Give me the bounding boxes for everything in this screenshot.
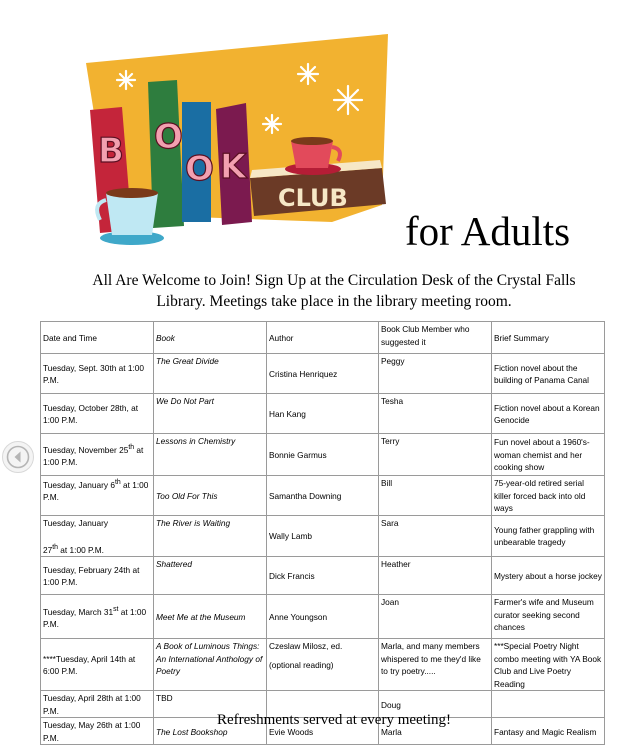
table-row [41, 434, 605, 476]
table-row [41, 476, 605, 516]
cell-summary: Fiction novel about a Korean Genocide [492, 394, 605, 434]
cell-book: TBD [154, 691, 267, 718]
cell-book: A Book of Luminous Things: An International Anthology of Poetry [154, 639, 267, 691]
cell-date: Tuesday, May 26th at 1:00 P.M. [41, 718, 154, 745]
cell-author: Han Kang [267, 394, 379, 434]
header-member: Book Club Member who suggested it [379, 322, 492, 354]
refreshments-note: Refreshments served at every meeting! [216, 712, 452, 728]
cell-book: Shattered [154, 557, 267, 595]
cell-member: Joan [379, 595, 492, 639]
svg-text:B: B [98, 131, 124, 171]
table-row [41, 354, 605, 394]
cell-summary: 75-year-old retired serial killer forced back into old ways [492, 476, 605, 516]
cell-summary: Farmer's wife and Museum curator seeking second chances [492, 595, 605, 639]
cell-book: Too Old For This [154, 476, 267, 516]
cell-date: Tuesday, March 31st at 1:00 P.M. [41, 595, 154, 639]
table-row [41, 515, 605, 557]
cell-date: Tuesday, January 6th at 1:00 P.M. [41, 476, 154, 516]
cell-author: Dick Francis [267, 557, 379, 595]
table-header-row [41, 322, 605, 354]
intro-line-2: Library. Meetings take place in the library meeting room. [156, 293, 512, 310]
cell-member: Sara [379, 515, 492, 557]
intro-line-1: All Are Welcome to Join! Sign Up at the Circulation Desk of the Crystal Falls [92, 272, 576, 289]
cell-member: Doug [379, 691, 492, 718]
table-row [41, 557, 605, 595]
cell-author: Evie Woods [267, 718, 379, 745]
arrow-left-icon [3, 442, 33, 472]
schedule-table [40, 321, 605, 745]
svg-text:K: K [220, 147, 247, 187]
cell-summary: Fiction novel about the building of Panama Canal [492, 354, 605, 394]
svg-text:O: O [154, 117, 183, 157]
cell-author: Wally Lamb [267, 515, 379, 557]
cell-book: The Great Divide [154, 354, 267, 394]
header-book: Book [154, 322, 267, 354]
intro-text [60, 270, 608, 312]
cell-member: Terry [379, 434, 492, 476]
cell-member: Tesha [379, 394, 492, 434]
cell-date: Tuesday, Sept. 30th at 1:00 P.M. [41, 354, 154, 394]
cell-date: Tuesday, April 28th at 1:00 P.M. [41, 691, 154, 718]
cell-book: Meet Me at the Museum [154, 595, 267, 639]
cell-book: We Do Not Part [154, 394, 267, 434]
cell-date: Tuesday, November 25th at 1:00 P.M. [41, 434, 154, 476]
book-club-logo [82, 30, 396, 250]
cell-summary: Fantasy and Magic Realism [492, 718, 605, 745]
table-row [41, 639, 605, 691]
table-row [41, 595, 605, 639]
cell-date: ****Tuesday, April 14th at 6:00 P.M. [41, 639, 154, 691]
cell-member: Peggy [379, 354, 492, 394]
header-date: Date and Time [41, 322, 154, 354]
cell-summary: Fun novel about a 1960's- woman chemist and her cooking show [492, 434, 605, 476]
cell-date: Tuesday, January 27th at 1:00 P.M. [41, 515, 154, 557]
cell-member: Marla, and many members whispered to me they'd like to try poetry..... [379, 639, 492, 691]
cell-member: Heather [379, 557, 492, 595]
cell-author: Bonnie Garmus [267, 434, 379, 476]
cell-author: Cristina Henriquez [267, 354, 379, 394]
cell-summary: Mystery about a horse jockey [492, 557, 605, 595]
cell-member: Bill [379, 476, 492, 516]
cell-book: Lessons in Chemistry [154, 434, 267, 476]
header-author: Author [267, 322, 379, 354]
cell-summary: ***Special Poetry Night combo meeting with YA Book Club and Live Poetry Reading [492, 639, 605, 691]
table-row [41, 394, 605, 434]
cell-author: Czeslaw Milosz, ed. (optional reading) [267, 639, 379, 691]
header-summary: Brief Summary [492, 322, 605, 354]
previous-page-button[interactable] [2, 441, 34, 473]
cell-summary: Young father grappling with unbearable tragedy [492, 515, 605, 557]
svg-text:O: O [185, 149, 214, 189]
cell-date: Tuesday, February 24th at 1:00 P.M. [41, 557, 154, 595]
club-text: CLUB [278, 184, 348, 212]
cell-book: The River is Waiting [154, 515, 267, 557]
cell-member: Marla [379, 718, 492, 745]
cell-book: The Lost Bookshop [154, 718, 267, 745]
for-adults-heading: for Adults [405, 208, 571, 254]
cell-author: Anne Youngson [267, 595, 379, 639]
cell-date: Tuesday, October 28th, at 1:00 P.M. [41, 394, 154, 434]
cell-author: Samantha Downing [267, 476, 379, 516]
